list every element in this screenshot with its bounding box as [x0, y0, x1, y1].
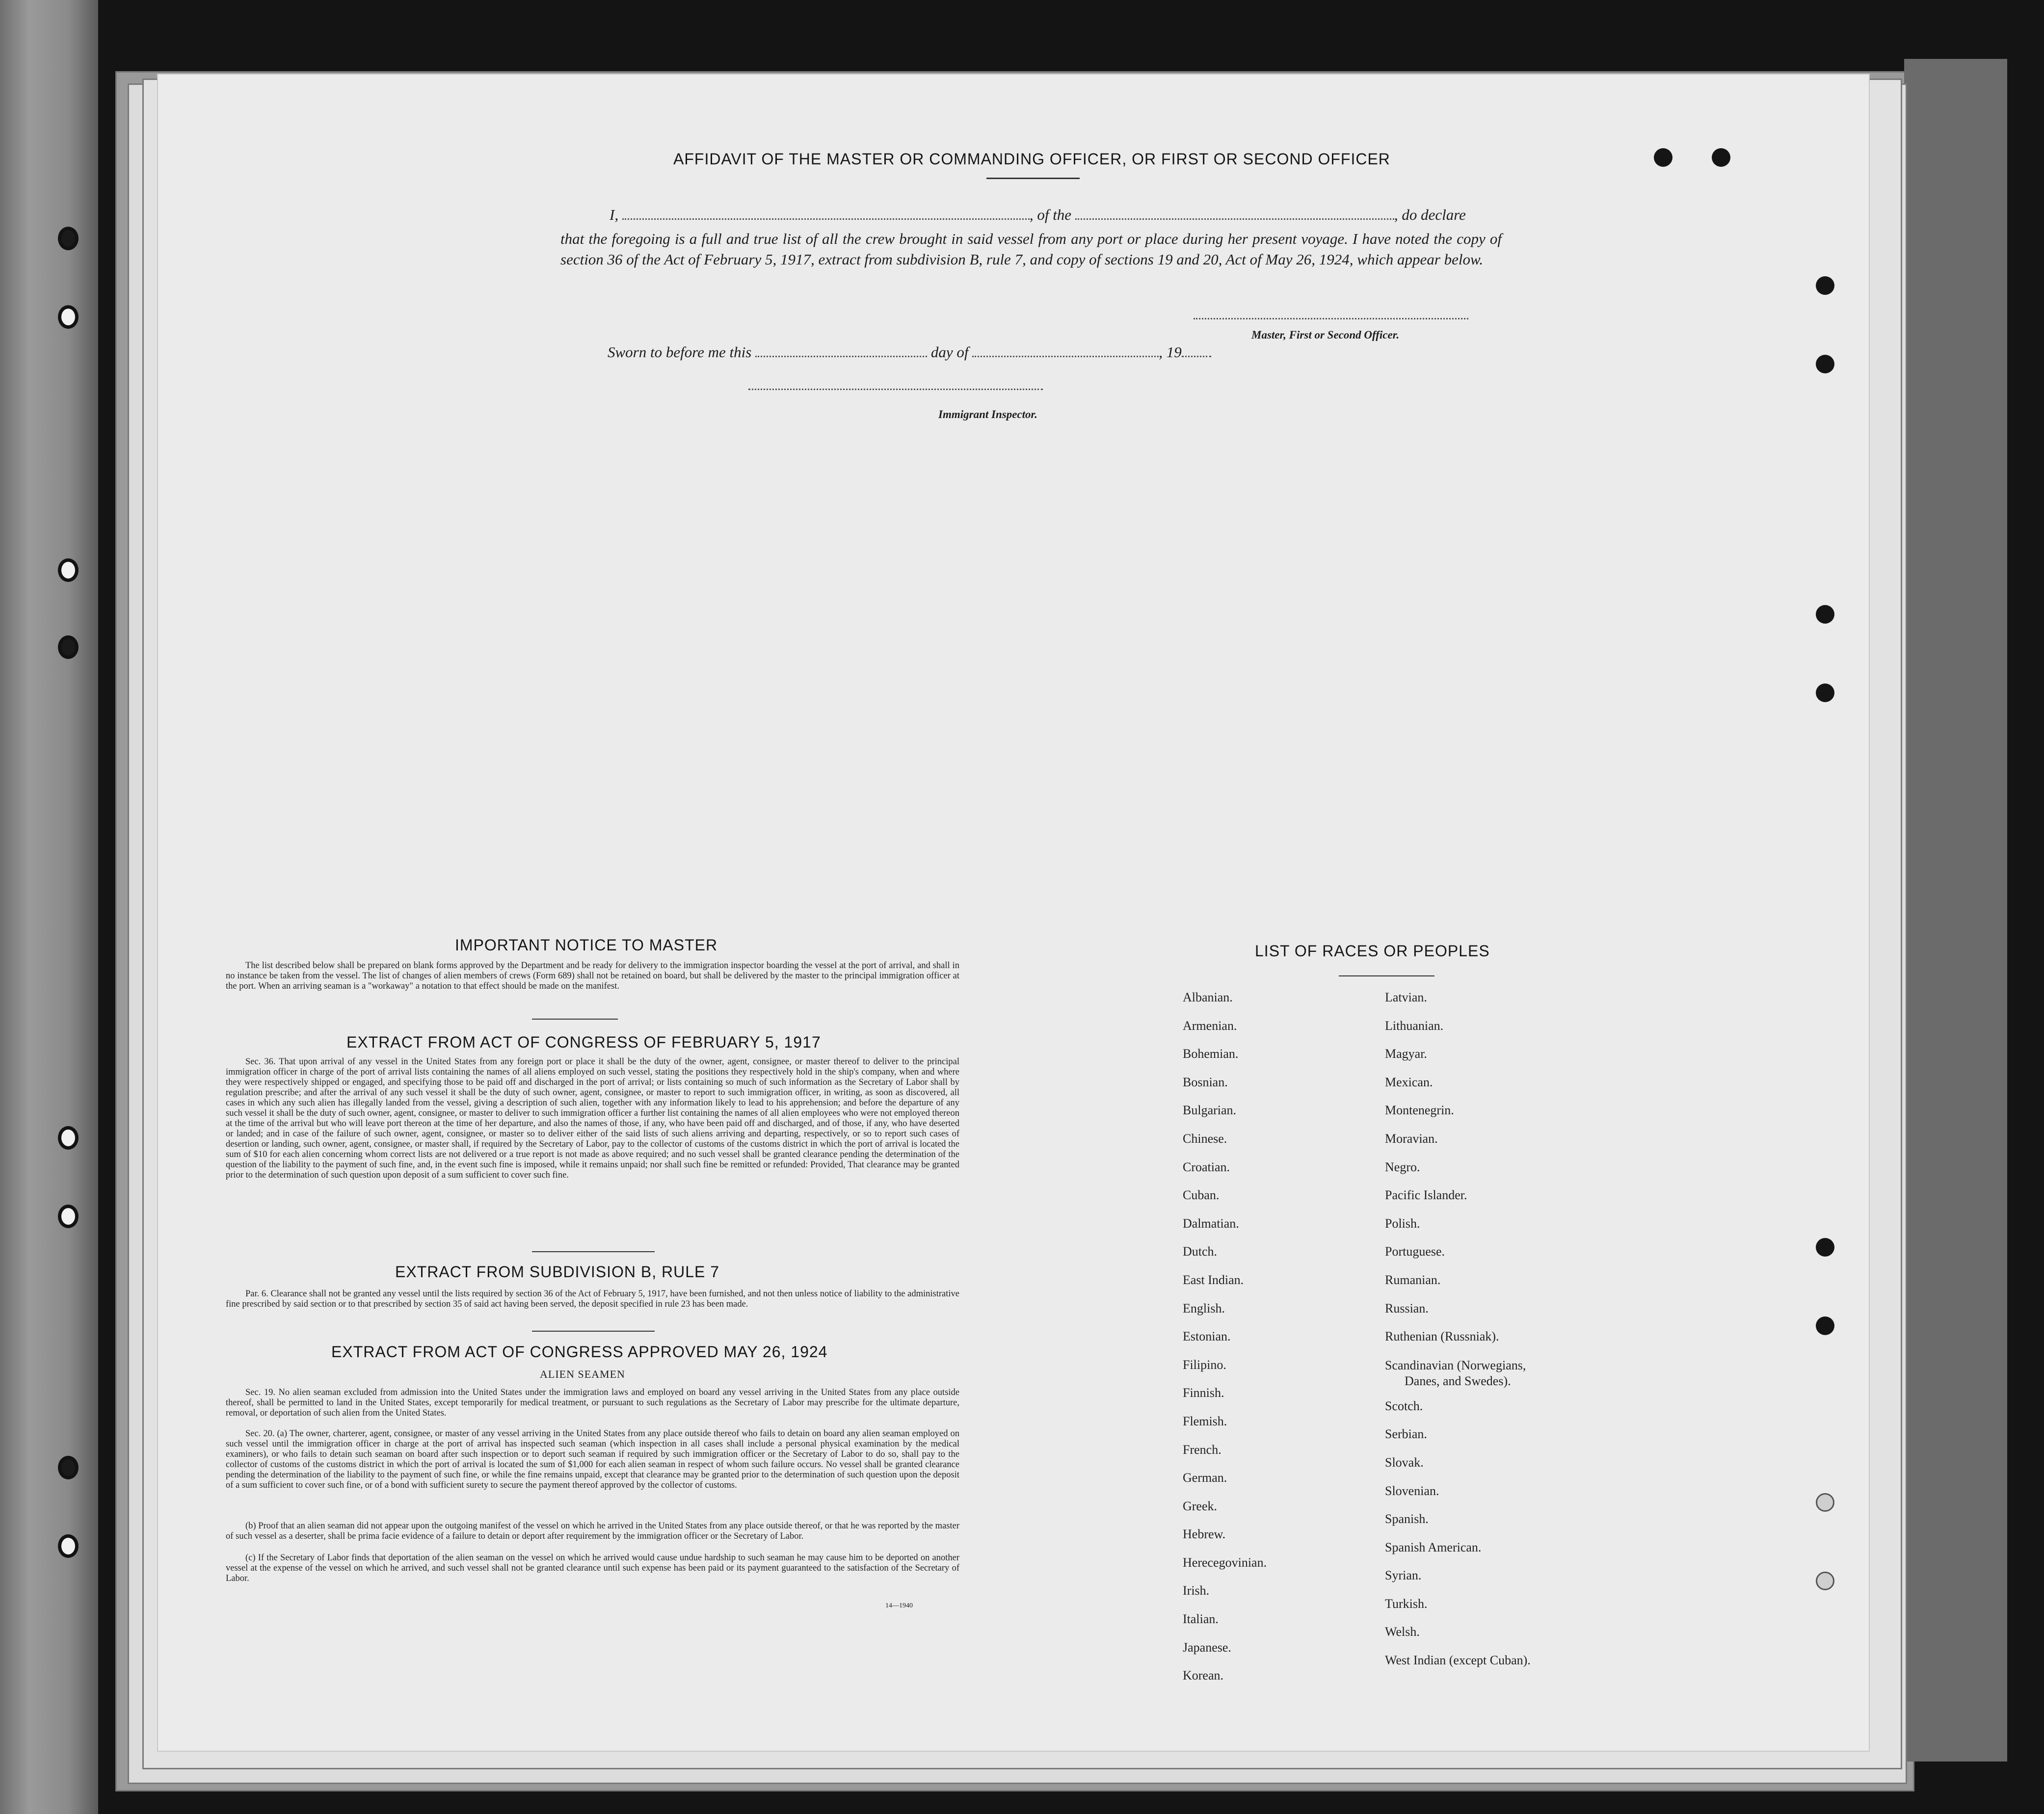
of-the-label: , of the [1029, 206, 1072, 223]
races-title: LIST OF RACES OR PEOPLES [1255, 942, 1490, 960]
race-item: Chinese. [1183, 1131, 1227, 1146]
binder-hole [58, 558, 79, 582]
binder-hole [58, 227, 79, 250]
race-item: Croatian. [1183, 1159, 1230, 1174]
binder-strip [0, 0, 98, 1814]
i-label: I, [610, 206, 619, 223]
race-item: Magyar. [1385, 1047, 1427, 1061]
race-item: Montenegrin. [1385, 1103, 1454, 1118]
race-item: Scandinavian (Norwegians, [1385, 1358, 1526, 1372]
sworn-day-of: day of [930, 343, 969, 361]
section-rule [532, 1331, 655, 1332]
race-item: Bosnian. [1183, 1075, 1228, 1089]
manifest-page [157, 74, 1870, 1752]
race-item: English. [1183, 1301, 1225, 1315]
race-item: Dutch. [1183, 1244, 1218, 1259]
race-item: Syrian. [1385, 1568, 1422, 1583]
sec19-text: Sec. 19. No alien seaman excluded from admission into the United States under the immigration laws and employed on board any vessel arriving in the United States from any place outside thereof, shall be permitted to land in the United States, except temporarily for medical treatment, or pursuant to such regulations as the Secretary of Labor may prescribe for the ultimate departure, removal, or deportation of such alien from the United States. [226, 1388, 959, 1418]
race-item: French. [1183, 1442, 1221, 1457]
race-item: East Indian. [1183, 1272, 1244, 1287]
race-item: Rumanian. [1385, 1272, 1441, 1287]
notice-text: The list described below shall be prepared on blank forms approved by the Department and be ready for delivery to the immigration inspector boarding the vessel at the port of arrival, and shall in no instance be taken from the vessel. The list of changes of alien members of crews (Form 689) shall not be retained on board, but shall be delivered by the master to the principal immigration officer at the port. When an arriving seaman is a "workaway" a notation to that effect should be made on the manifest. [226, 961, 959, 991]
race-item: Pacific Islander. [1385, 1188, 1467, 1203]
extract-1917-title: EXTRACT FROM ACT OF CONGRESS OF FEBRUARY 5, 1917 [346, 1033, 821, 1051]
race-item: Armenian. [1183, 1018, 1237, 1033]
affidavit-first-line [610, 206, 1466, 224]
race-item: Japanese. [1183, 1640, 1231, 1655]
races-rule [1339, 975, 1434, 976]
race-item: Italian. [1183, 1612, 1219, 1627]
race-item: Mexican. [1385, 1075, 1433, 1089]
race-item: Portuguese. [1385, 1244, 1445, 1259]
sworn-prefix: Sworn to before me this [608, 343, 752, 361]
punch-hole [1816, 1493, 1834, 1512]
form-number: 14—1940 [885, 1602, 913, 1609]
race-item: West Indian (except Cuban). [1385, 1653, 1531, 1668]
sworn-line [608, 343, 1211, 361]
race-item: Spanish. [1385, 1512, 1429, 1526]
sworn-day-blank[interactable] [755, 356, 927, 357]
race-item: Korean. [1183, 1668, 1224, 1683]
race-item: Bulgarian. [1183, 1103, 1237, 1118]
race-item: Flemish. [1183, 1414, 1227, 1428]
race-item: Danes, and Swedes). [1405, 1373, 1511, 1388]
race-item: Ruthenian (Russniak). [1385, 1329, 1499, 1344]
race-item: Spanish American. [1385, 1540, 1482, 1554]
binder-hole [58, 1205, 79, 1228]
alien-seamen-subtitle: ALIEN SEAMEN [540, 1368, 625, 1380]
race-item: Greek. [1183, 1499, 1218, 1513]
binder-hole [58, 1126, 79, 1150]
folder-cover-edge [1904, 59, 2007, 1761]
race-item: Latvian. [1385, 990, 1427, 1004]
race-item: Irish. [1183, 1583, 1210, 1598]
rule7-text: Par. 6. Clearance shall not be granted any vessel until the lists required by section 36 of the Act of February 5, 1917, have been furnished, and not then unless notice of liability to the administrative fine prescribed by said section or to that prescribed by section 35 of said act having been served, the deposit specified in rule 23 has been made. [226, 1289, 959, 1309]
sworn-year: , 19 [1159, 343, 1182, 361]
punch-hole [1816, 355, 1834, 373]
punch-hole [1816, 684, 1834, 702]
punch-hole [1816, 1238, 1834, 1257]
declaration-text: that the foregoing is a full and true list of all the crew brought in said vessel from any port or place during her present voyage. I have noted the copy of section 36 of the Act of February 5, 1917, extract from subdivision B, rule 7, and copy of sections 19 and 20, Act of May 26, 1924, which appear below. [560, 230, 1502, 268]
race-item: Dalmatian. [1183, 1216, 1239, 1231]
extract-1924-title: EXTRACT FROM ACT OF CONGRESS APPROVED MAY 26, 1924 [331, 1343, 828, 1361]
inspector-label: Immigrant Inspector. [938, 408, 1037, 421]
punch-hole [1816, 1316, 1834, 1335]
race-item: Serbian. [1385, 1427, 1427, 1442]
race-item: Polish. [1385, 1216, 1420, 1231]
master-signature-line[interactable] [1194, 318, 1468, 319]
races-left-column [1183, 983, 1267, 1690]
race-item: Hebrew. [1183, 1527, 1226, 1542]
races-right-column [1385, 983, 1531, 1675]
punch-hole [1654, 148, 1672, 167]
race-item: Bohemian. [1183, 1047, 1239, 1061]
punch-hole [1816, 605, 1834, 624]
race-item: Negro. [1385, 1159, 1420, 1174]
race-item: Estonian. [1183, 1329, 1231, 1344]
race-item: Moravian. [1385, 1131, 1438, 1146]
sec20a-text: Sec. 20. (a) The owner, charterer, agent, consignee, or master of any vessel arriving in the United States from any place outside thereof who fails to detain on board any alien seaman employed on such vessel until the immigration officer in charge at the port of arrival has inspected such seaman (which inspection in all cases shall include a personal physical examination by the medical examiners), or who fails to detain such seaman on board after such inspection or to deport such seaman if required by such immigration officer or the Secretary of Labor to do so, shall pay to the collector of customs of the customs district in which the port of arrival is located the sum of $1,000 for each alien seaman in respect of whom such failure occurs. No vessel shall be granted clearance pending the determination of the liability to the payment of such fine, or while the fine remains unpaid, except that clearance may be granted prior to the determination of such question upon the deposit of a sum sufficient to cover such fine, or of a bond with sufficient surety to secure the payment thereof approved by the collector of customs. [226, 1429, 959, 1490]
vessel-blank[interactable] [1075, 218, 1394, 220]
affidavit-title: AFFIDAVIT OF THE MASTER OR COMMANDING OFFICER, OR FIRST OR SECOND OFFICER [673, 150, 1390, 168]
binder-hole [58, 635, 79, 659]
punch-hole [1712, 148, 1730, 167]
race-item: Turkish. [1385, 1596, 1428, 1611]
race-item: Welsh. [1385, 1625, 1420, 1639]
race-item: Albanian. [1183, 990, 1233, 1004]
race-item: Finnish. [1183, 1386, 1224, 1400]
race-item: Herecegovinian. [1183, 1555, 1267, 1570]
notice-title: IMPORTANT NOTICE TO MASTER [455, 936, 718, 954]
race-item: German. [1183, 1471, 1227, 1485]
race-item: Slovak. [1385, 1455, 1424, 1470]
inspector-signature-line[interactable] [748, 389, 1043, 390]
title-rule [986, 178, 1080, 179]
race-item: Lithuanian. [1385, 1018, 1444, 1033]
race-item: Cuban. [1183, 1188, 1220, 1203]
sworn-month-blank[interactable] [972, 356, 1159, 357]
sec20c-text: (c) If the Secretary of Labor finds that deportation of the alien seaman on the vessel on which he arrived would cause undue hardship to such seaman he may cause him to be deported on another vessel at the expense of the vessel on which he arrived, and such vessel shall not be granted clearance until such expense has been paid or its payment guaranteed to the satisfaction of the Secretary of Labor. [226, 1553, 959, 1583]
section-rule [532, 1019, 618, 1020]
race-item: Filipino. [1183, 1357, 1226, 1372]
extract-1917-text: Sec. 36. That upon arrival of any vessel in the United States from any foreign port or place it shall be the duty of the owner, agent, consignee, or master thereof to deliver to the principal immigration officer in charge of the port of arrival lists containing the names of all aliens employed on such vessel, stating the positions they respectively hold in the ship's company, when and where they were respectively shipped or engaged, and specifying those to be paid off and discharged in the port of arrival; or lists containing so much of such information as the Secretary of Labor shall by regulation prescribe; and after the arrival of any such vessel it shall be the duty of such owner, agent, consignee, or master to report to such immigration officer, in writing, as soon as discovered, all cases in which any such alien has illegally landed from the vessel, giving a description of such alien, together with any information likely to lead to his apprehension; and before the departure of any such vessel it shall be the duty of such owner, agent, consignee, or master to deliver to such immigration officer a further list containing the names of all alien employees who were not employed thereon at the time of the arrival but who will leave port thereon at the time of her departure, and also the names of those, if any, who have been paid off and discharged, and of those, if any, who have deserted or landed; and in case of the failure of such owner, agent, consignee, or master so to deliver either of the said lists of such aliens arriving and departing, respectively, or so to report such cases of desertion or landing, such owner, agent, consignee, or master shall, if required by the Secretary of Labor, pay to the collector of customs of the customs district in which the port of arrival is located the sum of $10 for each alien concerning whom correct lists are not delivered or a true report is not made as above required; and no such vessel shall be granted clearance pending the determination of the question of the liability to the payment of such fine, and, in the event such fine is imposed, while it remains unpaid; nor shall such fine be remitted or refunded: Provided, That clearance may be granted prior to the determination of such question upon deposit of a sum sufficient to cover such fine. [226, 1057, 959, 1180]
binder-hole [58, 1534, 79, 1558]
binder-hole [58, 1456, 79, 1479]
race-item: Scotch. [1385, 1398, 1423, 1413]
name-blank[interactable] [622, 218, 1030, 220]
rule7-title: EXTRACT FROM SUBDIVISION B, RULE 7 [395, 1263, 720, 1281]
race-item: Russian. [1385, 1301, 1429, 1315]
do-declare-label: , do declare [1394, 206, 1466, 223]
binder-hole [58, 305, 79, 329]
section-rule [532, 1251, 655, 1252]
punch-hole [1816, 1572, 1834, 1590]
punch-hole [1816, 276, 1834, 295]
sworn-year-blank[interactable] [1182, 356, 1211, 357]
sec20b-text: (b) Proof that an alien seaman did not appear upon the outgoing manifest of the vessel on which he arrived in the United States from any place outside thereof, or that he was reported by the master of such vessel as a deserter, shall be prima facie evidence of a failure to detain or deport after requirement by the immigration officer or the Secretary of Labor. [226, 1521, 959, 1541]
race-item: Slovenian. [1385, 1483, 1439, 1498]
master-signature-label: Master, First or Second Officer. [1251, 329, 1400, 341]
